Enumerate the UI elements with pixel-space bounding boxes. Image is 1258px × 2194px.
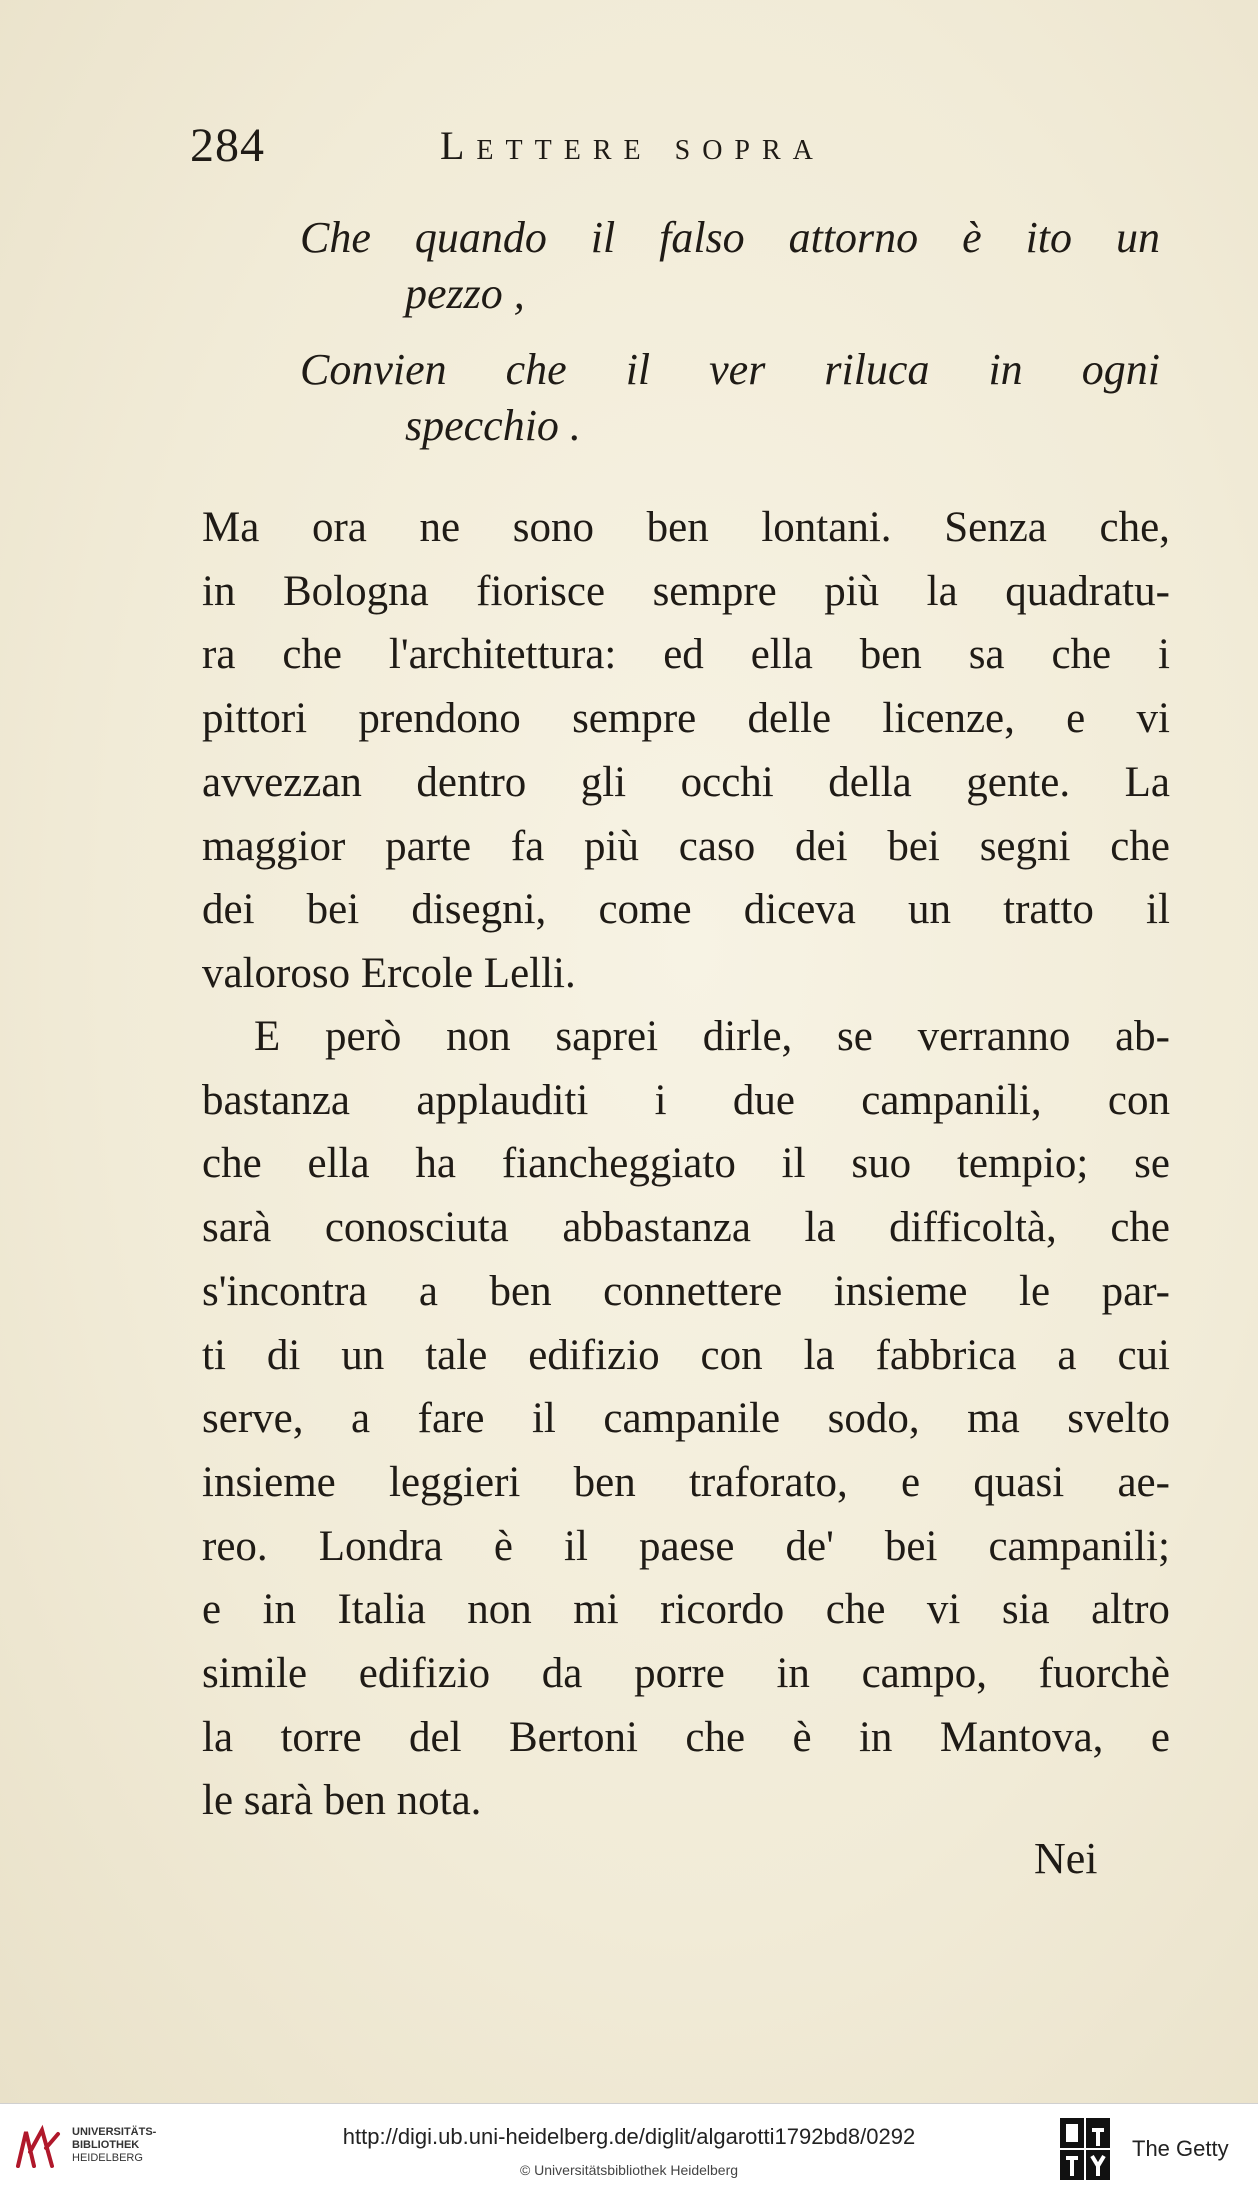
word: mi [573, 1586, 619, 1634]
word: quadratu- [1005, 567, 1170, 615]
word: in [776, 1650, 810, 1698]
word: sono [512, 504, 594, 551]
word: il [781, 1140, 806, 1188]
word: dentro [416, 758, 527, 806]
word: fabbrica [875, 1331, 1017, 1379]
word: che [202, 1140, 262, 1188]
word: porre [634, 1650, 725, 1698]
word: la [804, 1204, 836, 1252]
text-line [202, 1515, 1170, 1579]
text-line [202, 878, 1170, 942]
word: vi [1136, 695, 1170, 743]
word: il [531, 1395, 556, 1443]
word: difficoltà, [889, 1204, 1057, 1252]
text-line [202, 1387, 1170, 1451]
verse-word: che [505, 345, 567, 394]
verse-word: quando [414, 213, 547, 262]
word: altro [1091, 1586, 1170, 1634]
word: ha [415, 1140, 456, 1188]
verse-word: un [1115, 213, 1160, 262]
text-line [202, 1706, 1170, 1770]
verse-word: ogni [1081, 345, 1160, 394]
word: sa [968, 631, 1005, 679]
text-line [202, 1005, 1170, 1069]
verse-continuation: pezzo , [405, 269, 525, 318]
word: segni [979, 822, 1071, 870]
verse-word: è [962, 213, 982, 262]
word: Londra [318, 1522, 443, 1570]
word: di [266, 1331, 301, 1379]
word: caso [678, 822, 756, 870]
word: suo [851, 1140, 912, 1188]
word: fiorisce [476, 567, 606, 615]
catchword: Nei [1034, 1834, 1098, 1883]
word: diceva [743, 886, 856, 934]
page-header [190, 118, 1090, 178]
word: quasi [973, 1458, 1065, 1506]
word: par- [1101, 1267, 1170, 1315]
word: ti [202, 1331, 226, 1379]
word: sarà [243, 1777, 314, 1825]
word: campanili; [988, 1522, 1170, 1570]
word: ricordo [660, 1586, 785, 1634]
word: se [837, 1013, 873, 1060]
word: da [541, 1650, 583, 1698]
word: ae- [1117, 1458, 1170, 1506]
word: e [901, 1458, 921, 1506]
word: leggieri [389, 1458, 521, 1506]
word: campo, [861, 1650, 987, 1698]
verse-word: in [988, 345, 1023, 394]
page-number: 284 [190, 119, 265, 172]
text-line [202, 751, 1170, 815]
word: che [685, 1713, 746, 1761]
word: che [825, 1586, 886, 1634]
word: e [1066, 695, 1086, 743]
word: Senza [944, 504, 1047, 551]
library-name-line-2: BIBLIOTHEK [72, 2139, 140, 2151]
word: torre [280, 1713, 362, 1761]
word: ne [419, 504, 461, 551]
word: conosciuta [324, 1204, 509, 1252]
verse-word: riluca [824, 345, 930, 394]
word: campanili, [861, 1076, 1042, 1124]
word: la [202, 1713, 234, 1761]
text-line [202, 1260, 1170, 1324]
paragraph-2 [202, 1005, 1170, 1833]
word: Bologna [282, 567, 429, 615]
word: se [1134, 1140, 1170, 1188]
word: pittori [202, 695, 308, 743]
word: è [792, 1713, 812, 1761]
text-line [202, 496, 1170, 560]
word: sempre [652, 567, 777, 615]
word: del [409, 1713, 462, 1761]
verse-stanza-1 [300, 210, 1170, 322]
verse-line [300, 342, 1160, 398]
word: che, [1099, 504, 1170, 551]
word: fuorchè [1038, 1650, 1170, 1698]
word: l'architettura: [388, 631, 617, 679]
word: ed [663, 631, 704, 679]
partner-name: The Getty [1132, 2136, 1229, 2161]
word: della [828, 758, 912, 806]
word: cui [1117, 1331, 1170, 1379]
word: nota. [396, 1777, 482, 1825]
word: più [584, 822, 639, 870]
word: Mantova, [939, 1713, 1104, 1761]
word: tale [425, 1331, 488, 1379]
word: campanile [603, 1395, 781, 1443]
word: che [282, 631, 342, 679]
word: maggior [202, 822, 346, 870]
text-line [202, 1069, 1170, 1133]
word: vi [926, 1586, 961, 1634]
word: che [1110, 822, 1170, 870]
word: la [926, 567, 958, 615]
word: ra [202, 631, 236, 679]
word: simile [202, 1650, 308, 1698]
text-line [202, 1132, 1170, 1196]
word: ben [573, 1458, 636, 1506]
text-line [202, 1196, 1170, 1260]
word: come [598, 886, 692, 934]
text-line [202, 623, 1170, 687]
word: gente. [966, 758, 1071, 806]
text-line [202, 1769, 1170, 1833]
word: licenze, [882, 695, 1015, 743]
word: avvezzan [202, 758, 362, 806]
word: parte [385, 822, 472, 870]
word: serve, [202, 1395, 304, 1443]
word: lontani. [761, 504, 892, 551]
word: tratto [1003, 886, 1094, 934]
word: il [1146, 886, 1170, 934]
word: in [202, 567, 236, 615]
word: a [1057, 1331, 1077, 1379]
word: occhi [680, 758, 774, 806]
word: Ercole [360, 949, 474, 997]
word: ma [967, 1395, 1020, 1443]
word: svelto [1067, 1395, 1170, 1443]
word: in [262, 1586, 297, 1634]
word: La [1124, 758, 1170, 806]
verse-stanza-2 [300, 342, 1170, 454]
word: con [700, 1331, 763, 1379]
word: traforato, [688, 1458, 848, 1506]
verse-word: falso [659, 213, 745, 262]
word: ab- [1115, 1013, 1170, 1060]
word: abbastanza [562, 1204, 751, 1252]
running-head: Lettere sopra [440, 123, 825, 168]
word: i [1158, 631, 1170, 679]
getty-logo-icon [1058, 2116, 1112, 2182]
word: che [1051, 631, 1112, 679]
word: ben [489, 1267, 552, 1315]
word: bastanza [202, 1076, 351, 1124]
word: in [858, 1713, 893, 1761]
word: un [908, 886, 952, 934]
word: Bertoni [508, 1713, 638, 1761]
verse-word: il [590, 213, 616, 262]
verse-word: Convien [300, 345, 447, 394]
text-line [202, 1324, 1170, 1388]
text-line [202, 1578, 1170, 1642]
word: connettere [603, 1267, 783, 1315]
word: non [446, 1013, 511, 1060]
word: bei [884, 1522, 938, 1570]
text-line [202, 560, 1170, 624]
word: i [654, 1076, 667, 1124]
word: a [351, 1395, 371, 1443]
word: a [418, 1267, 438, 1315]
word: è [493, 1522, 513, 1570]
word: le [1019, 1267, 1051, 1315]
text-line [202, 815, 1170, 879]
word: fiancheggiato [501, 1140, 736, 1188]
verse-word: Che [300, 213, 371, 262]
word: prendono [358, 695, 521, 743]
word: dei [202, 886, 255, 934]
word: due [732, 1076, 795, 1124]
word: insieme [833, 1267, 968, 1315]
word: edifizio [528, 1331, 660, 1379]
word: dei [795, 822, 848, 870]
word: s'incontra [202, 1267, 368, 1315]
word: bei [887, 822, 940, 870]
word: ben [859, 631, 922, 679]
word: E [254, 1013, 281, 1060]
verse-continuation: specchio . [405, 401, 581, 450]
verse-word: ito [1025, 213, 1073, 262]
word: sempre [572, 695, 697, 743]
library-name-line-3: HEIDELBERG [72, 2152, 143, 2164]
word: non [467, 1586, 532, 1634]
word: fare [417, 1395, 485, 1443]
paragraph-1 [202, 496, 1170, 1006]
word: disegni, [411, 886, 547, 934]
word: gli [580, 758, 627, 806]
word: che [1110, 1204, 1170, 1252]
word: delle [747, 695, 832, 743]
copyright-notice: © Universitätsbibliothek Heidelberg [519, 2162, 739, 2178]
verse-word: attorno [788, 213, 919, 262]
word: paese [638, 1522, 735, 1570]
word: verranno [917, 1013, 1071, 1060]
viewer-footer [0, 2103, 1258, 2194]
word: applauditi [416, 1076, 589, 1124]
word: il [564, 1522, 588, 1570]
verse-line [300, 210, 1160, 266]
word: Italia [337, 1586, 426, 1634]
word: ben [646, 504, 709, 551]
word: insieme [202, 1458, 336, 1506]
permalink-url[interactable]: http://digi.ub.uni-heidelberg.de/diglit/algarotti1792bd8/0292 [342, 2124, 916, 2149]
word: saprei [555, 1013, 659, 1060]
word: ella [750, 631, 813, 679]
word: sia [1001, 1586, 1050, 1634]
word: sarà [202, 1204, 272, 1252]
word: Lelli. [483, 949, 576, 997]
word: ella [307, 1140, 370, 1188]
word: valoroso [202, 949, 351, 997]
word: la [803, 1331, 835, 1379]
word: fa [510, 822, 545, 870]
word: de' [785, 1522, 834, 1570]
word: dirle, [702, 1013, 793, 1060]
library-name-line-1: UNIVERSITÄTS- [72, 2126, 157, 2138]
word: tempio; [956, 1140, 1089, 1188]
word: più [824, 567, 880, 615]
word: e [202, 1586, 222, 1634]
word: Ma [202, 504, 260, 551]
verse-word: ver [709, 345, 766, 394]
text-line [202, 942, 1170, 1006]
word: un [341, 1331, 385, 1379]
text-line [202, 687, 1170, 751]
word: reo. [202, 1522, 268, 1570]
word: con [1107, 1076, 1170, 1124]
word: sodo, [827, 1395, 920, 1443]
verse-word: il [625, 345, 651, 394]
word: bei [306, 886, 360, 934]
text-line [202, 1642, 1170, 1706]
word: edifizio [358, 1650, 491, 1698]
word: e [1150, 1713, 1170, 1761]
word: ora [311, 504, 367, 551]
text-line [202, 1451, 1170, 1515]
word: le [202, 1777, 234, 1825]
word: ben [323, 1777, 386, 1825]
word: però [325, 1013, 402, 1060]
